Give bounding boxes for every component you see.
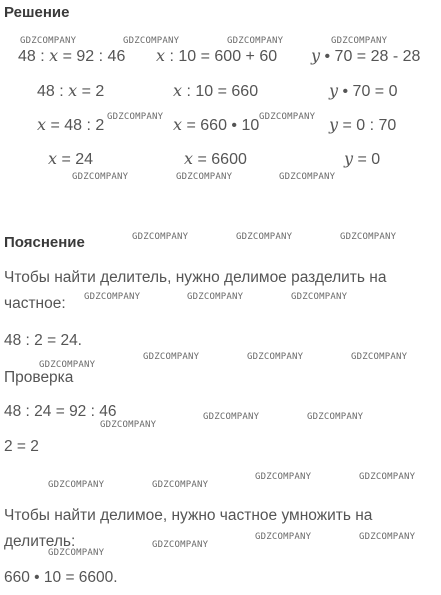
watermark: GDZCOMPANY	[236, 232, 293, 242]
rule-dividend-line-2: делитель:	[4, 533, 76, 550]
check-label: Проверка	[4, 369, 74, 386]
watermark: GDZCOMPANY	[359, 532, 416, 542]
explanation-heading: Пояснение	[4, 234, 85, 251]
check-line-1: 48 : 24 = 92 : 46	[4, 403, 117, 420]
equation-3-line-4: y = 0	[344, 149, 381, 168]
equation-1-line-2: 48 : x = 2	[37, 81, 105, 100]
watermark: GDZCOMPANY	[259, 112, 316, 122]
equation-2-line-2: x : 10 = 660	[173, 81, 259, 100]
equation-1-line-3: x = 48 : 2	[37, 115, 105, 134]
watermark: GDZCOMPANY	[39, 360, 96, 370]
watermark: GDZCOMPANY	[132, 232, 189, 242]
watermark: GDZCOMPANY	[307, 412, 364, 422]
watermark: GDZCOMPANY	[176, 172, 233, 182]
watermark: GDZCOMPANY	[247, 352, 304, 362]
equation-2-line-3: x = 660 • 10	[173, 115, 260, 134]
rule-divisor-line-1: Чтобы найти делитель, нужно делимое разделить на	[4, 269, 387, 286]
watermark: GDZCOMPANY	[84, 292, 141, 302]
equation-2-line-1: x : 10 = 600 + 60	[156, 46, 278, 65]
watermark: GDZCOMPANY	[340, 232, 397, 242]
watermark: GDZCOMPANY	[152, 540, 209, 550]
watermark: GDZCOMPANY	[48, 548, 105, 558]
equation-3-line-2: y • 70 = 0	[329, 81, 398, 100]
watermark: GDZCOMPANY	[227, 36, 284, 46]
rule-dividend-line-1: Чтобы найти делимое, нужно частное умножить на	[4, 507, 373, 524]
equation-3-line-1: y • 70 = 28 - 28	[311, 46, 421, 65]
watermark: GDZCOMPANY	[359, 472, 416, 482]
watermark: GDZCOMPANY	[331, 36, 388, 46]
watermark: GDZCOMPANY	[187, 292, 244, 302]
watermark: GDZCOMPANY	[255, 532, 312, 542]
equation-2-line-4: x = 6600	[184, 149, 247, 168]
watermark: GDZCOMPANY	[291, 292, 348, 302]
equation-3-line-3: y = 0 : 70	[329, 115, 397, 134]
solution-heading: Решение	[4, 4, 70, 21]
watermark: GDZCOMPANY	[351, 352, 408, 362]
watermark: GDZCOMPANY	[255, 472, 312, 482]
watermark: GDZCOMPANY	[20, 36, 77, 46]
check-line-2: 2 = 2	[4, 438, 39, 455]
equation-1-line-1: 48 : x = 92 : 46	[18, 46, 126, 65]
equation-1-line-4: x = 24	[48, 149, 94, 168]
watermark: GDZCOMPANY	[100, 420, 157, 430]
watermark: GDZCOMPANY	[107, 112, 164, 122]
rule-divisor-line-2: частное:	[4, 295, 66, 312]
watermark: GDZCOMPANY	[72, 172, 129, 182]
watermark: GDZCOMPANY	[143, 352, 200, 362]
watermark: GDZCOMPANY	[152, 480, 209, 490]
watermark: GDZCOMPANY	[203, 412, 260, 422]
watermark: GDZCOMPANY	[48, 480, 105, 490]
watermark: GDZCOMPANY	[123, 36, 180, 46]
calculation-dividend: 660 • 10 = 6600.	[4, 569, 118, 586]
calculation-divisor: 48 : 2 = 24.	[4, 332, 82, 349]
watermark: GDZCOMPANY	[279, 172, 336, 182]
